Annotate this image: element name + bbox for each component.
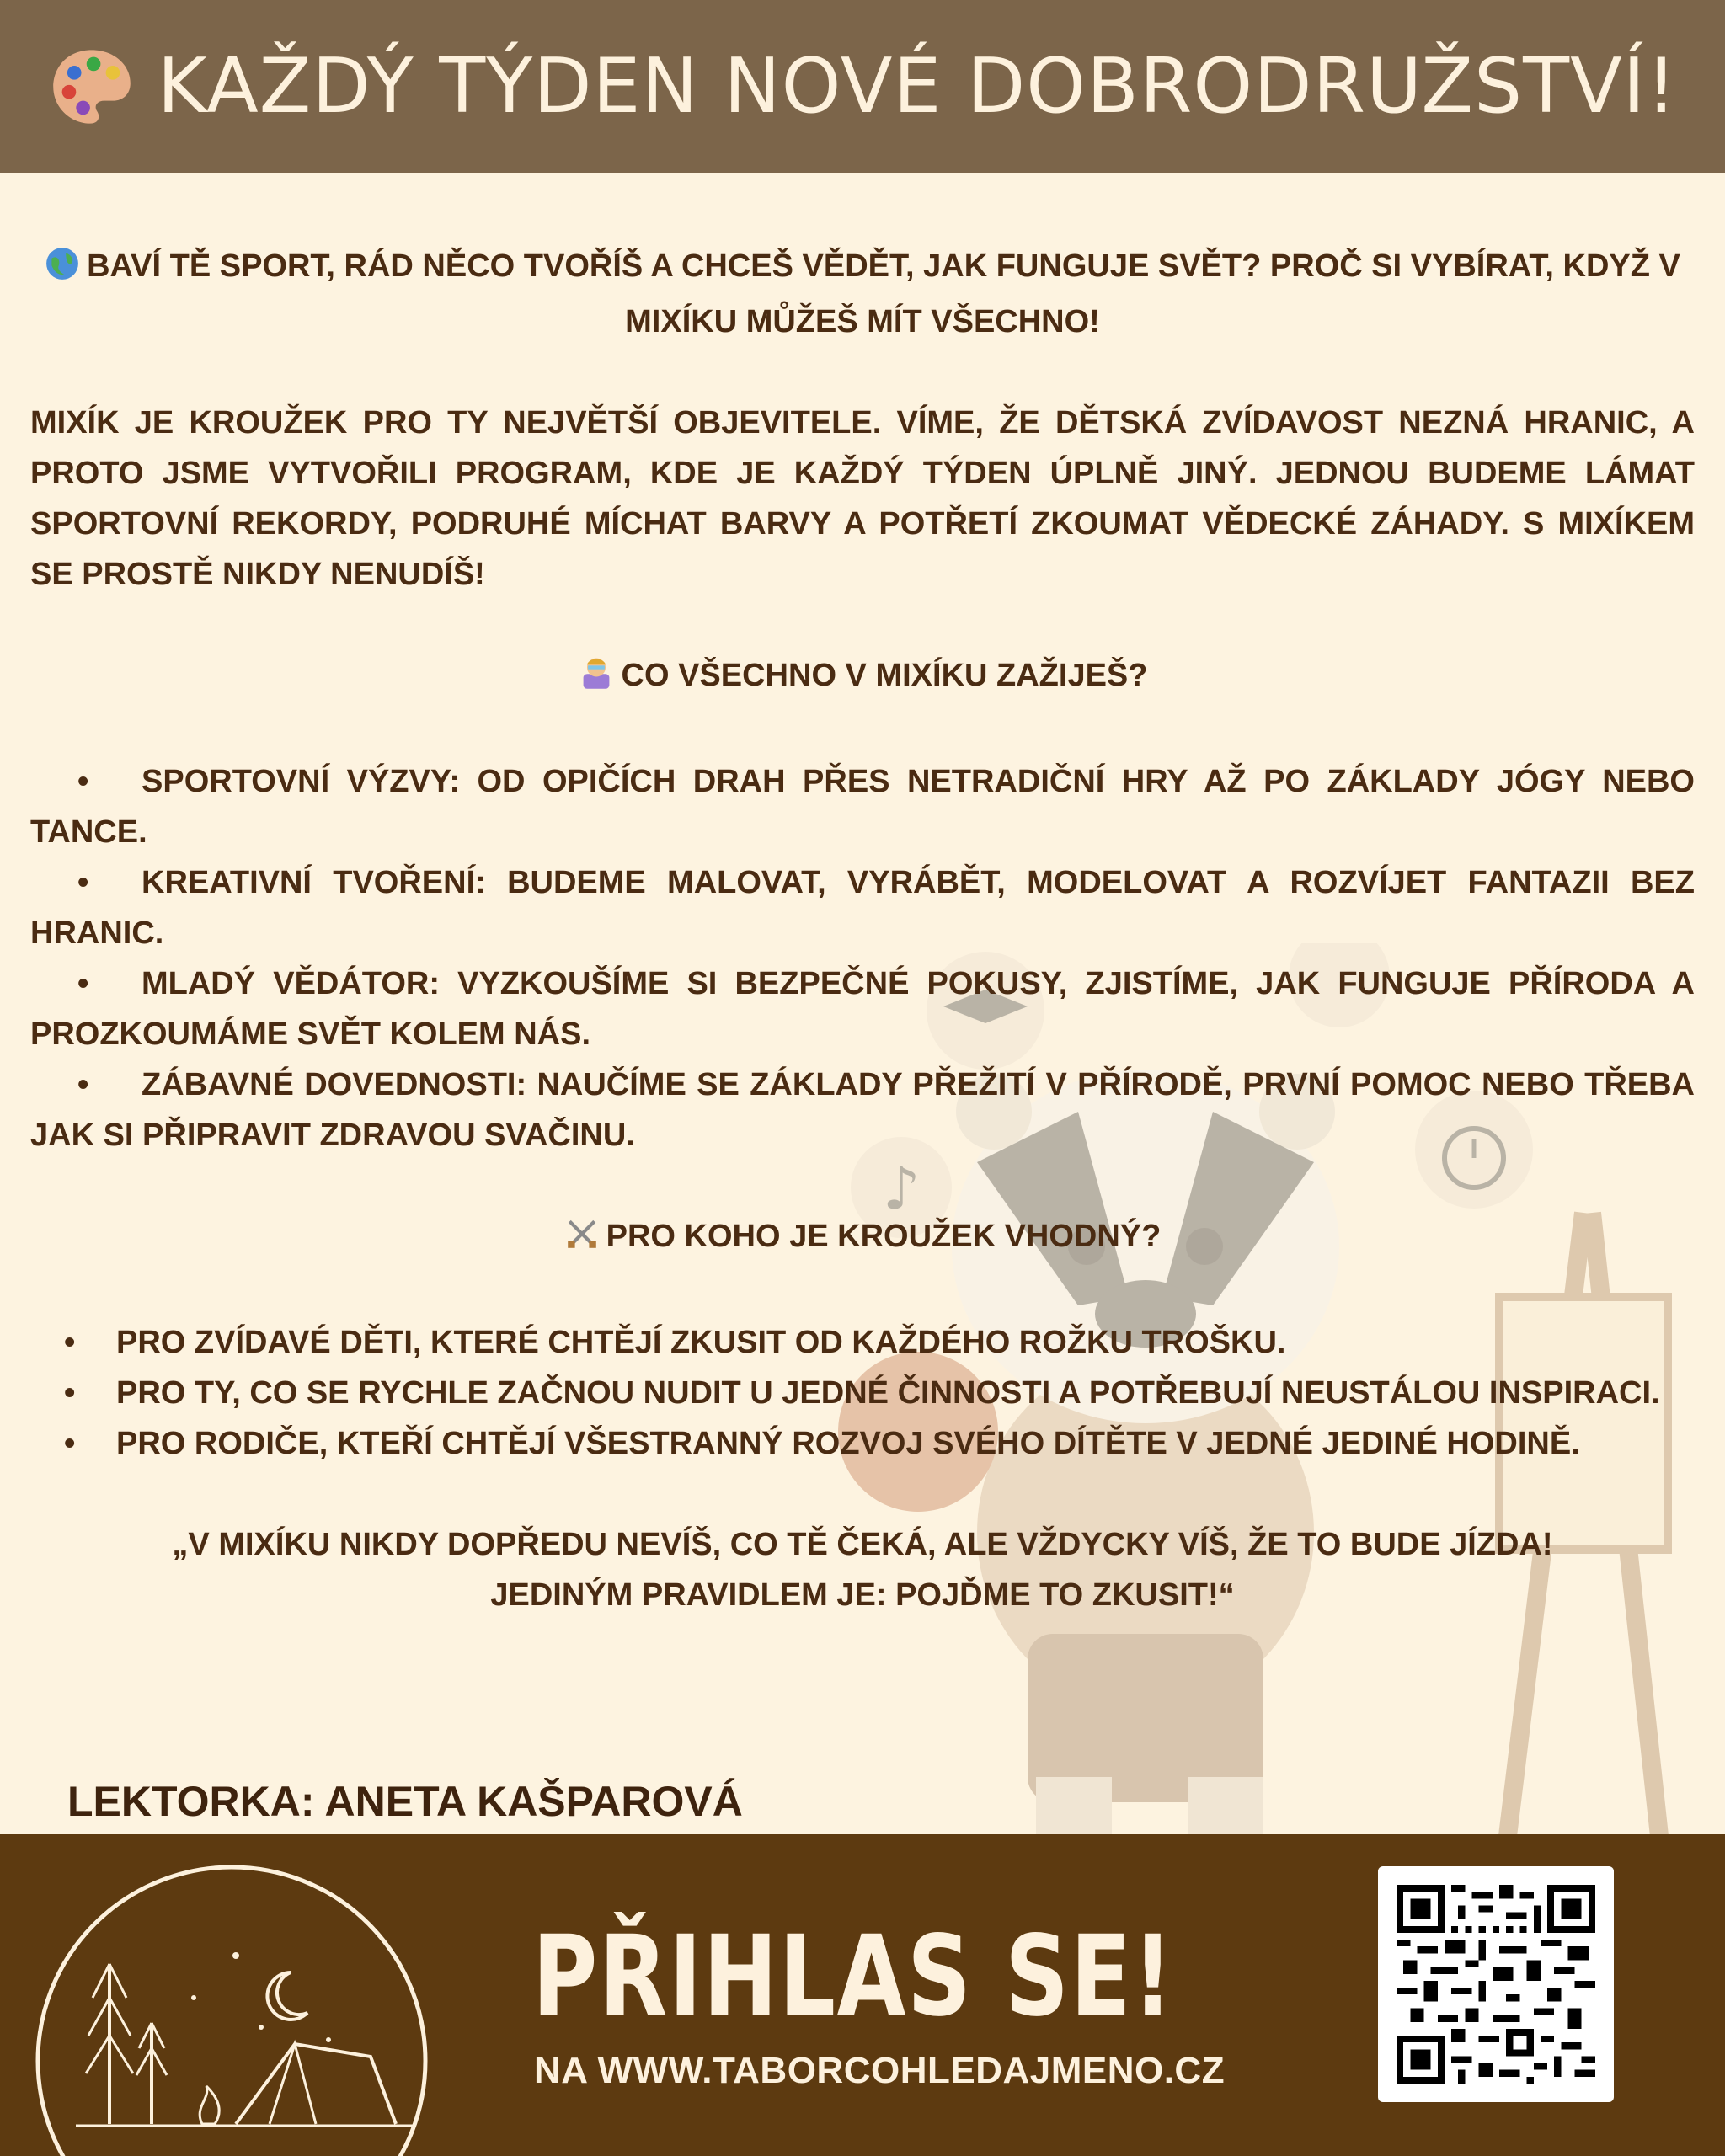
bullet: • xyxy=(77,764,89,799)
intro-paragraph xyxy=(30,241,1695,347)
activities-list xyxy=(30,756,1695,1161)
bullet: • xyxy=(77,966,89,1001)
audience-list xyxy=(30,1317,1695,1469)
activities-heading xyxy=(30,650,1695,706)
quote: „V MIXÍKU NIKDY DOPŘEDU NEVÍŠ, CO TĚ ČEKÁ, ALE VŽDYCKY VÍŠ, ŽE TO BUDE JÍZDA! JEDINÝM PRAVIDLEM JE: POJĎME TO ZKUSIT!“ xyxy=(172,1527,1553,1613)
palette-icon xyxy=(48,43,136,131)
footer-banner xyxy=(0,1834,1725,2156)
main-content xyxy=(30,241,1695,1620)
list-item: • PRO RODIČE, KTEŘÍ CHTĚJÍ VŠESTRANNÝ ROZVOJ SVÉHO DÍTĚTE V JEDNÉ JEDINÉ HODINĚ. xyxy=(30,1418,1695,1469)
list-item: • KREATIVNÍ TVOŘENÍ: BUDEME MALOVAT, VYRÁBĚT, MODELOVAT A ROZVÍJET FANTAZII BEZ HRANIC. xyxy=(30,857,1695,958)
signup-heading: PŘIHLAS SE! xyxy=(532,1912,1175,2041)
list-item: • ZÁBAVNÉ DOVEDNOSTI: NAUČÍME SE ZÁKLADY PŘEŽITÍ V PŘÍRODĚ, PRVNÍ POMOC NEBO TŘEBA JAK SI PŘIPRAVIT ZDRAVOU SVAČINU. xyxy=(30,1059,1695,1161)
list-item: • PRO ZVÍDAVÉ DĚTI, KTERÉ CHTĚJÍ ZKUSIT OD KAŽDÉHO ROŽKU TROŠKU. xyxy=(30,1317,1695,1368)
audience-heading xyxy=(30,1211,1695,1267)
svg-text:♪: ♪ xyxy=(883,1154,921,1223)
scientist-icon xyxy=(578,654,615,706)
lecturer-name: LEKTORKA: ANETA KAŠPAROVÁ xyxy=(67,1778,743,1825)
camp-logo xyxy=(25,1854,438,2156)
activities-heading-text: CO VŠECHNO V MIXÍKU ZAŽIJEŠ? xyxy=(621,658,1148,693)
bullet: • xyxy=(77,865,89,900)
qr-code-image xyxy=(1397,1885,1595,2084)
globe-icon xyxy=(45,246,80,296)
qr-code[interactable] xyxy=(1378,1866,1614,2102)
page-title: KAŽDÝ TÝDEN NOVÉ DOBRODRUŽSTVÍ! xyxy=(157,42,1678,131)
bullet: • xyxy=(64,1325,76,1360)
description-paragraph: MIXÍK JE KROUŽEK PRO TY NEJVĚTŠÍ OBJEVITELE. VÍME, ŽE DĚTSKÁ ZVÍDAVOST NEZNÁ HRANIC, A PROTO JSME VYTVOŘILI PROGRAM, KDE JE KAŽDÝ TÝDEN ÚPLNĚ JINÝ. JEDNOU BUDEME LÁMAT SPORTOVNÍ REKORDY, PODRUHÉ MÍCHAT BARVY A POTŘETÍ ZKOUMAT VĚDECKÉ ZÁHADY. S MIXÍKEM SE PROSTĚ NIKDY NENUDÍŠ! xyxy=(30,405,1695,592)
intro-text: BAVÍ TĚ SPORT, RÁD NĚCO TVOŘÍŠ A CHCEŠ VĚDĚT, JAK FUNGUJE SVĚT? PROČ SI VYBÍRAT, KDYŽ V MIXÍKU MŮŽEŠ MÍT VŠECHNO! xyxy=(87,248,1680,339)
bullet: • xyxy=(64,1426,76,1461)
bullet: • xyxy=(64,1375,76,1411)
list-item: • PRO TY, CO SE RYCHLE ZAČNOU NUDIT U JEDNÉ ČINNOSTI A POTŘEBUJÍ NEUSTÁLOU INSPIRACI. xyxy=(30,1368,1695,1418)
audience-heading-text: PRO KOHO JE KROUŽEK VHODNÝ? xyxy=(606,1219,1162,1254)
website-link[interactable]: NA WWW.TABORCOHLEDAJMENO.CZ xyxy=(534,2050,1226,2091)
crossed-swords-icon xyxy=(564,1216,600,1267)
list-item: • SPORTOVNÍ VÝZVY: OD OPIČÍCH DRAH PŘES NETRADIČNÍ HRY AŽ PO ZÁKLADY JÓGY NEBO TANCE. xyxy=(30,756,1695,857)
header-banner xyxy=(0,0,1725,173)
bullet: • xyxy=(77,1067,89,1102)
list-item: • MLADÝ VĚDÁTOR: VYZKOUŠÍME SI BEZPEČNÉ POKUSY, ZJISTÍME, JAK FUNGUJE PŘÍRODA A PROZKOUMÁME SVĚT KOLEM NÁS. xyxy=(30,958,1695,1059)
